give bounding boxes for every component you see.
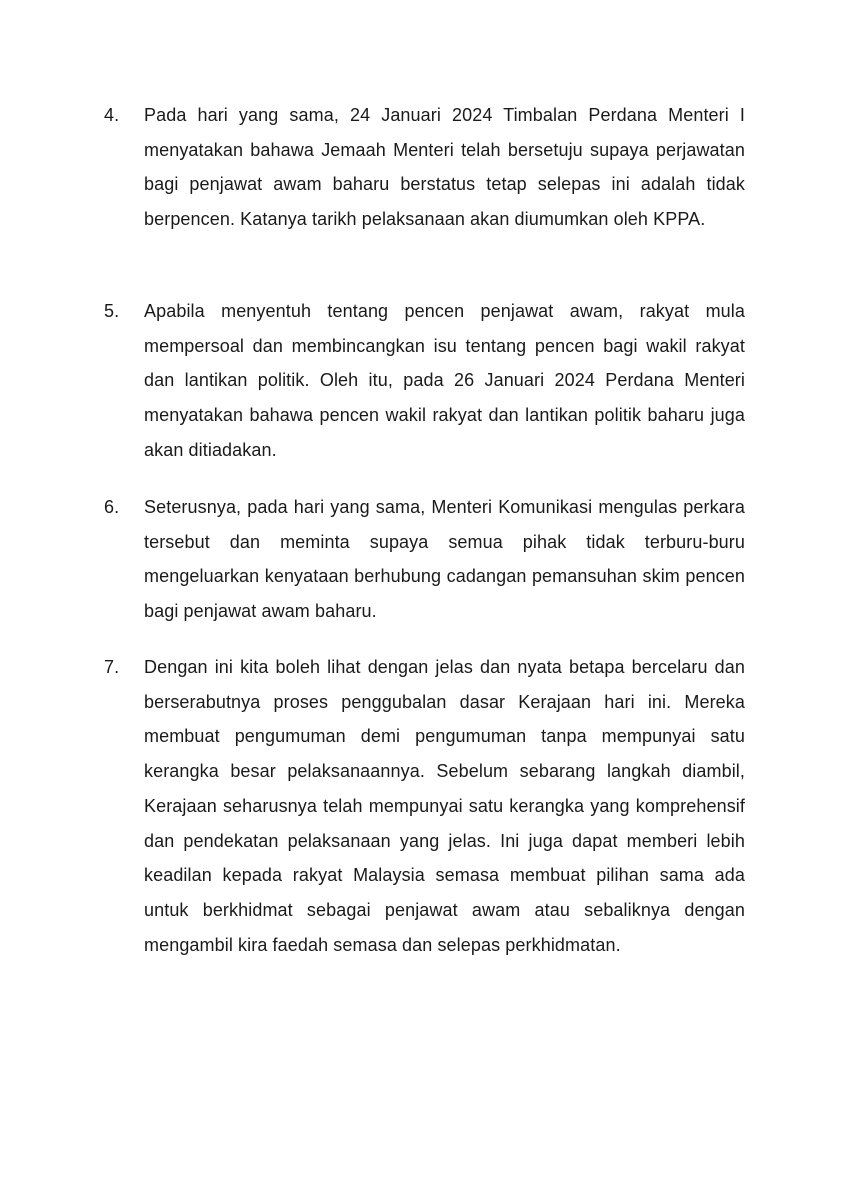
- paragraph-4: [104, 98, 745, 237]
- paragraph-7: [104, 650, 745, 962]
- paragraph-number: 6.: [104, 497, 120, 517]
- paragraph-number: 7.: [104, 657, 120, 677]
- paragraph-number: 4.: [104, 105, 120, 125]
- paragraph-6: [104, 490, 745, 629]
- paragraph-text: Dengan ini kita boleh lihat dengan jelas dan nyata betapa bercelaru dan berserabutnya proses penggubalan dasar Kerajaan hari ini. Mereka membuat pengumuman demi pengumuman tanpa mempunyai satu kerangka besar pelaksanaannya. Sebelum sebarang langkah diambil, Kerajaan seharusnya telah mempunyai satu kerangka yang komprehensif dan pendekatan pelaksanaan yang jelas. Ini juga dapat memberi lebih keadilan kepada rakyat Malaysia semasa membuat pilihan sama ada untuk berkhidmat sebagai penjawat awam atau sebaliknya dengan mengambil kira faedah semasa dan selepas perkhidmatan.: [144, 657, 745, 955]
- paragraph-text: Apabila menyentuh tentang pencen penjawat awam, rakyat mula mempersoal dan membincangkan isu tentang pencen bagi wakil rakyat dan lantikan politik. Oleh itu, pada 26 Januari 2024 Perdana Menteri menyatakan bahawa pencen wakil rakyat dan lantikan politik baharu juga akan ditiadakan.: [144, 301, 745, 460]
- paragraph-text: Pada hari yang sama, 24 Januari 2024 Timbalan Perdana Menteri I menyatakan bahawa Jemaah Menteri telah bersetuju supaya perjawatan bagi penjawat awam baharu berstatus tetap selepas ini adalah tidak berpencen. Katanya tarikh pelaksanaan akan diumumkan oleh KPPA.: [144, 105, 745, 230]
- paragraph-5: [104, 294, 745, 468]
- paragraph-number: 5.: [104, 301, 120, 321]
- paragraph-text: Seterusnya, pada hari yang sama, Menteri Komunikasi mengulas perkara tersebut dan meminta supaya semua pihak tidak terburu-buru mengeluarkan kenyataan berhubung cadangan pemansuhan skim pencen bagi penjawat awam baharu.: [144, 497, 745, 622]
